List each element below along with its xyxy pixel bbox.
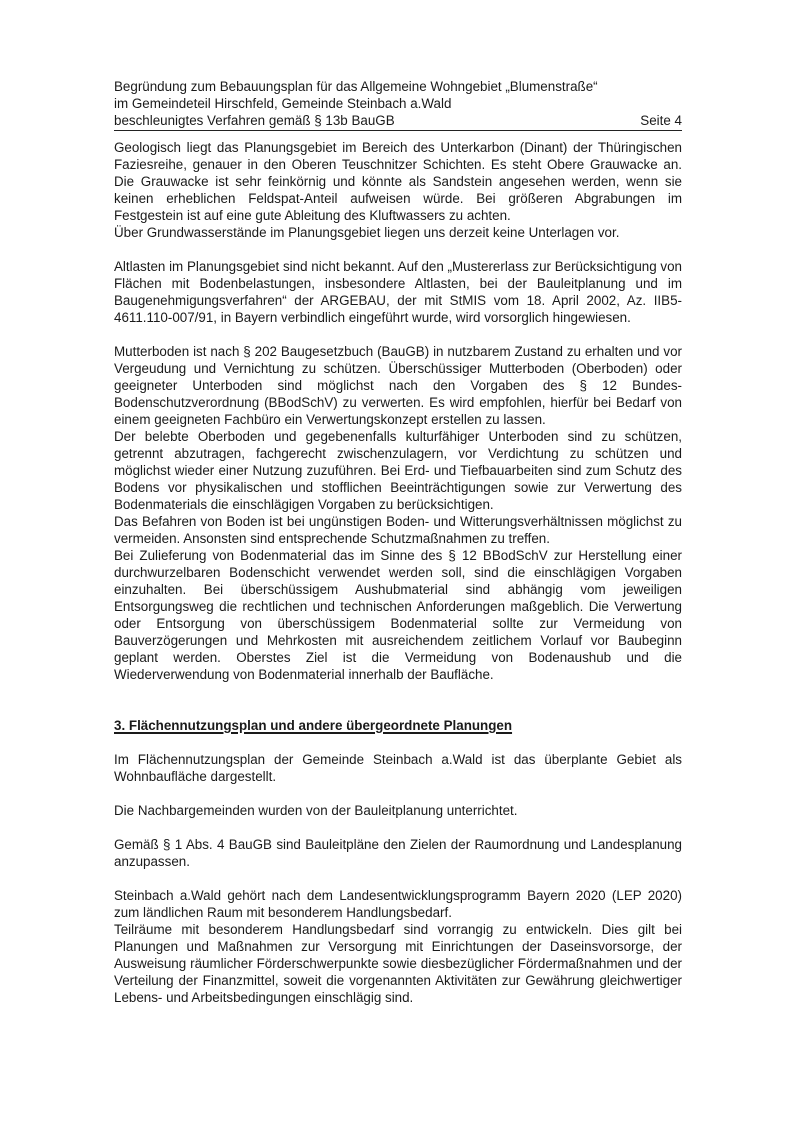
header-procedure-line: beschleunigtes Verfahren gemäß § 13b BauGB — [114, 113, 395, 128]
document-body — [114, 139, 682, 1006]
paragraph-land-use-plan: Im Flächennutzungsplan der Gemeinde Steinbach a.Wald ist das überplante Gebiet als Wohnbaufläche dargestellt. — [114, 752, 682, 784]
paragraph-geology: Geologisch liegt das Planungsgebiet im Bereich des Unterkarbon (Dinant) der Thüringischen Faziesreihe, genauer in den Oberen Teuschnitzer Schichten. Es steht Obere Grauwacke an. Die Grauwacke ist sehr feinkörnig und könnte als Sandstein angesehen werden, wenn sie keinen erheblichen Feldspat-Anteil aufweisen würde. Bei größeren Abgrabungen im Festgestein ist auf eine gute Ableitung des Kluftwassers zu achten. — [114, 140, 682, 223]
paragraph-topsoil: Mutterboden ist nach § 202 Baugesetzbuch (BauGB) in nutzbarem Zustand zu erhalten und vor Vergeudung und Vernichtung zu schützen. Überschüssiger Mutterboden (Oberboden) oder geeigneter Unterboden sind möglichst nach den Vorgaben des § 12 Bundes-Bodenschutzverordnung (BBodSchV) zu verwerten. Es wird empfohlen, hierfür bei Bedarf von einem geeigneten Fachbüro ein Verwertungskonzept erstellen zu lassen. — [114, 344, 682, 427]
paragraph-lep: Steinbach a.Wald gehört nach dem Landesentwicklungsprogramm Bayern 2020 (LEP 2020) zum ländlichen Raum mit besonderem Handlungsbedarf. — [114, 888, 682, 920]
paragraph-soil-driving: Das Befahren von Boden ist bei ungünstigen Boden- und Witterungsverhältnissen möglichst zu vermeiden. Ansonsten sind entsprechende Schutzmaßnahmen zu treffen. — [114, 514, 682, 546]
page-number: Seite 4 — [640, 113, 682, 128]
paragraph-contamination: Altlasten im Planungsgebiet sind nicht bekannt. Auf den „Mustererlass zur Berücksichtigung von Flächen mit Bodenbelastungen, insbesondere Altlasten, bei der Bauleitplanung und im Baugenehmigungsverfahren“ der ARGEBAU, der mit StMIS vom 18. April 2002, Az. IIB5-4611.110-007/91, in Bayern verbindlich eingeführt wurde, wird vorsorglich hingewiesen. — [114, 259, 682, 325]
header-title-line: Begründung zum Bebauungsplan für das Allgemeine Wohngebiet „Blumenstraße“ — [114, 79, 598, 94]
paragraph-soil-supply: Bei Zulieferung von Bodenmaterial das im Sinne des § 12 BBodSchV zur Herstellung einer durchwurzelbaren Bodenschicht verwendet werden soll, sind die einschlägigen Vorgaben einzuhalten. Bei überschüssigem Aushubmaterial sind abhängig vom jeweiligen Entsorgungsweg die rechtlichen und technischen Anforderungen maßgeblich. Die Verwertung oder Entsorgung von überschüssigem Bodenmaterial sollte zur Vermeidung von Bauverzögerungen und Mehrkosten mit ausreichendem zeitlichem Vorlauf vor Baubeginn geplant werden. Oberstes Ziel ist die Vermeidung von Bodenaushub und die Wiederverwendung von Bodenmaterial innerhalb der Baufläche. — [114, 548, 682, 682]
page-header — [114, 78, 682, 131]
paragraph-regional-planning: Gemäß § 1 Abs. 4 BauGB sind Bauleitpläne den Zielen der Raumordnung und Landesplanung anzupassen. — [114, 837, 682, 869]
paragraph-groundwater: Über Grundwasserstände im Planungsgebiet liegen uns derzeit keine Unterlagen vor. — [114, 225, 620, 240]
header-procedure-row — [114, 112, 682, 131]
paragraph-subareas: Teilräume mit besonderem Handlungsbedarf sind vorrangig zu entwickeln. Dies gilt bei Planungen und Maßnahmen zur Versorgung mit Einrichtungen der Daseinsvorsorge, der Ausweisung räumlicher Förderschwerpunkte sowie diesbezüglicher Fördermaßnahmen und der Verteilung der Finanzmittel, soweit die vorgenannten Aktivitäten zur Gewährung gleichwertiger Lebens- und Arbeitsbedingungen einschlägig sind. — [114, 922, 682, 1005]
paragraph-topsoil-protection: Der belebte Oberboden und gegebenenfalls kulturfähiger Unterboden sind zu schützen, getrennt abzutragen, fachgerecht zwischenzulagern, vor Verdichtung zu schützen und möglichst wieder einer Nutzung zuzuführen. Bei Erd- und Tiefbauarbeiten sind zum Schutz des Bodens vor physikalischen und stofflichen Beeinträchtigungen sowie zur Verwertung des Bodenmaterials die einschlägigen Vorgaben zu berücksichtigen. — [114, 429, 682, 512]
header-location-line: im Gemeindeteil Hirschfeld, Gemeinde Steinbach a.Wald — [114, 96, 452, 111]
section-heading: 3. Flächennutzungsplan und andere übergeordnete Planungen — [114, 718, 513, 733]
paragraph-neighbours: Die Nachbargemeinden wurden von der Bauleitplanung unterrichtet. — [114, 803, 518, 818]
